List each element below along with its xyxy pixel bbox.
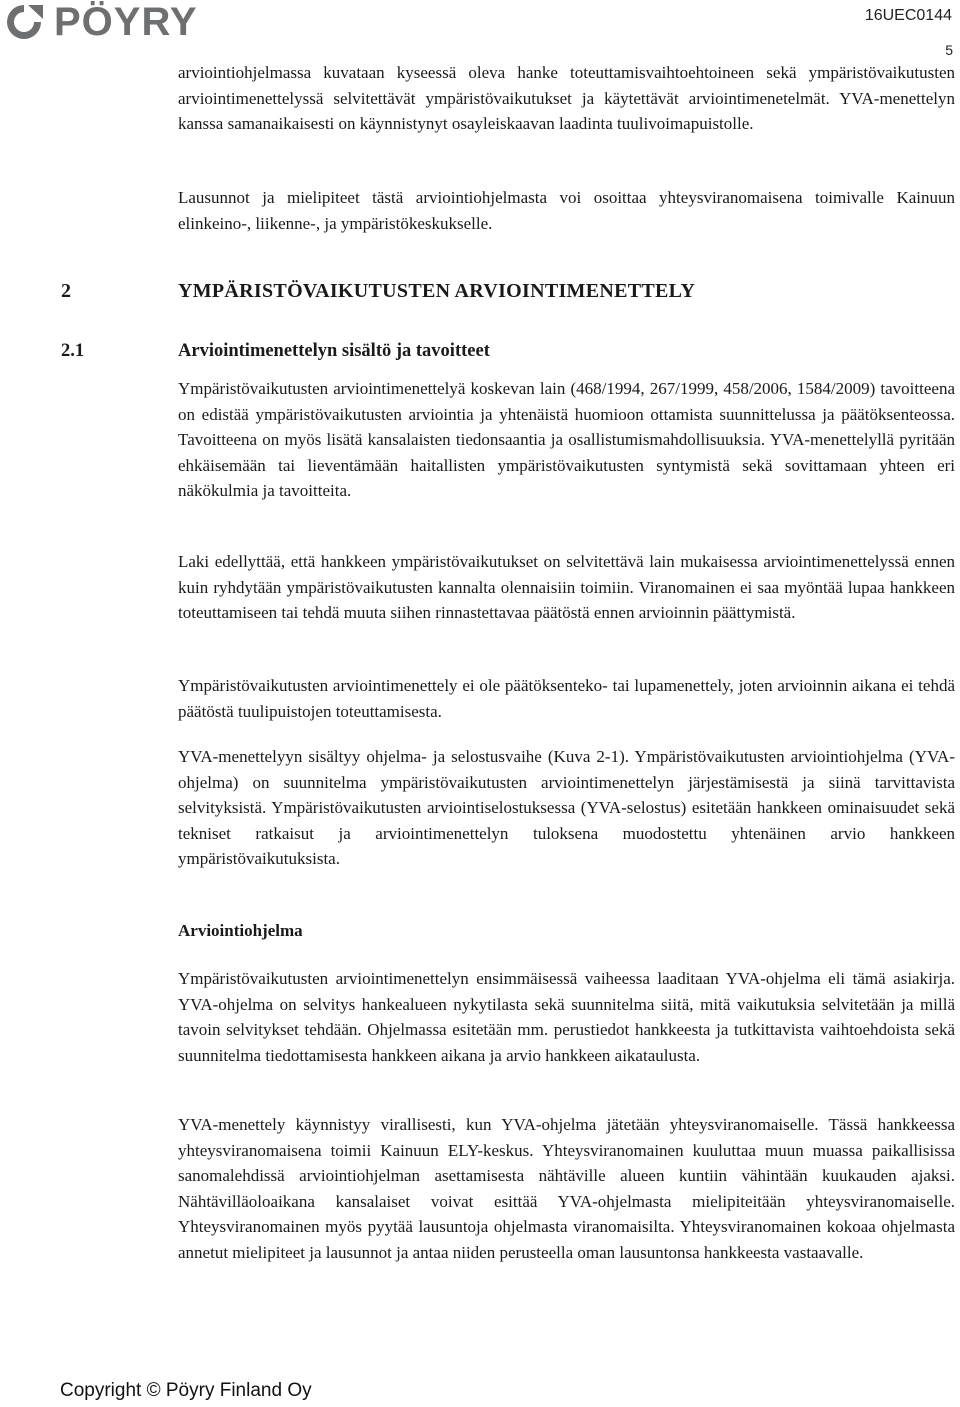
section-2-1-body-2	[178, 549, 955, 626]
section-2-number: 2	[61, 280, 72, 302]
section-2-1-paragraph-3: Ympäristövaikutusten arviointimenettely ei ole päätöksenteko- tai lupamenettely, joten arvioinnin aikana ei tehdä päätöstä tuulipuistojen toteuttamisesta.	[178, 676, 955, 721]
intro-paragraph-1: arviointiohjelmassa kuvataan kyseessä oleva hanke toteuttamisvaihtoehtoineen sekä ympäristövaikutusten arviointimenettelyssä selvitettävät ympäristövaikutukset ja käytettävät arviointimenetelmät. YVA-menettelyn kanssa samanaikaisesti on käynnistynyt osayleiskaavan laadinta tuulivoimapuistolle.	[178, 63, 955, 133]
arviointiohjelma-body-2	[178, 1112, 955, 1265]
arviointiohjelma-heading: Arviointiohjelma	[178, 921, 303, 940]
section-2-1-body-4	[178, 744, 955, 872]
section-2-1-paragraph-4: YVA-menettelyyn sisältyy ohjelma- ja selostusvaihe (Kuva 2-1). Ympäristövaikutusten arviointiohjelma (YVA-ohjelma) on suunnitelma ympäristövaikutusten arviointimenettelyn järjestämisestä ja siinä tarvittavista selvityksistä. Ympäristövaikutusten arviointiselostuksessa (YVA-selostus) esitetään hankkeen ominaisuudet sekä tekniset ratkaisut ja arviointimenettelyn tuloksena muodostettu yhtenäinen arvio hankkeen ympäristövaikutuksista.	[178, 747, 955, 868]
section-2-heading	[61, 280, 695, 303]
page-number: 5	[945, 42, 953, 58]
document-id: 16UEC0144	[864, 7, 952, 24]
poyry-logo-icon	[2, 2, 46, 42]
section-2-1-body-3	[178, 673, 955, 724]
company-logo	[2, 2, 198, 42]
section-2-1-paragraph-1: Ympäristövaikutusten arviointimenettelyä koskevan lain (468/1994, 267/1999, 458/2006, 1584/2009) tavoitteena on edistää ympäristövaikutusten arviointia ja yhtenäistä huomioon ottamista suunnittelussa ja päätöksenteossa. Tavoitteena on myös lisätä kansalaisten tiedonsaantia ja osallistumismahdollisuuksia. YVA-menettelyllä pyritään ehkäisemään tai lieventämään haitallisten ympäristövaikutusten syntymistä sekä sovittamaan yhteen eri näkökulmia ja tavoitteita.	[178, 379, 955, 500]
arviointiohjelma-paragraph-2: YVA-menettely käynnistyy virallisesti, kun YVA-ohjelma jätetään yhteysviranomaiselle. Tässä hankkeessa yhteysviranomaisena toimii Kainuun ELY-keskus. Yhteysviranomainen kuuluttaa muun muassa paikallisissa sanomalehdissä arviointiohjelman asettamisesta nähtäville alueen kuntiin vähintään kuukauden ajaksi. Nähtävilläoloaikana kansalaiset voivat esittää YVA-ohjelmasta mielipiteitään yhteysviranomaiselle. Yhteysviranomainen myös pyytää lausuntoja ohjelmasta viranomaisilta. Yhteysviranomainen kokoaa ohjelmasta annetut mielipiteet ja lausunnot ja antaa niiden perusteella oman lausuntonsa hankkeesta vastaavalle.	[178, 1115, 955, 1262]
section-2-title: YMPÄRISTÖVAIKUTUSTEN ARVIOINTIMENETTELY	[178, 280, 696, 302]
intro-text-2	[178, 185, 955, 236]
section-2-1-number: 2.1	[61, 341, 85, 361]
copyright-footer: Copyright © Pöyry Finland Oy	[60, 1380, 312, 1401]
section-2-1-body-1	[178, 376, 955, 504]
section-2-1-heading	[61, 341, 490, 362]
section-2-1-paragraph-2: Laki edellyttää, että hankkeen ympäristövaikutukset on selvitettävä lain mukaisessa arviointimenettelyssä ennen kuin ryhdytään ympäristövaikutusten kannalta olennaisiin toimiin. Viranomainen ei saa myöntää lupaa hankkeen toteuttamiseen tai tehdä muuta siihen rinnastettavaa päätöstä ennen arvioinnin päättymistä.	[178, 552, 955, 622]
arviointiohjelma-paragraph-1: Ympäristövaikutusten arviointimenettelyn ensimmäisessä vaiheessa laaditaan YVA-ohjelma eli tämä asiakirja. YVA-ohjelma on selvitys hankealueen nykytilasta sekä suunnitelma siitä, mitä vaikutuksia selvitetään ja millä tavoin selvitykset tehdään. Ohjelmassa esitetään mm. perustiedot hankkeesta ja tutkittavista vaihtoehdoista sekä suunnitelma tiedottamisesta hankkeen aikana ja arvio hankkeen aikataulusta.	[178, 969, 955, 1065]
intro-paragraph-2: Lausunnot ja mielipiteet tästä arviointiohjelmasta voi osoittaa yhteysviranomaisena toimivalle Kainuun elinkeino-, liikenne-, ja ympäristökeskukselle.	[178, 188, 955, 233]
intro-text	[178, 60, 955, 137]
section-2-1-title: Arviointimenettelyn sisältö ja tavoitteet	[178, 341, 490, 361]
logo-text: PÖYRY	[54, 0, 198, 44]
arviointiohjelma-body-1	[178, 966, 955, 1068]
arviointiohjelma-heading-block	[178, 918, 955, 943]
